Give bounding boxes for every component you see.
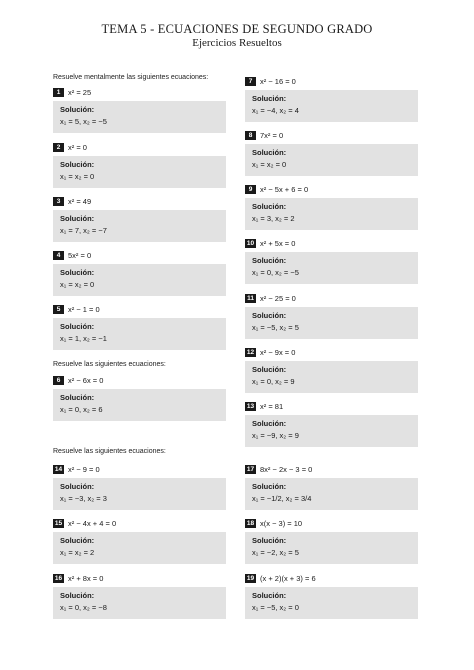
solution-box — [245, 532, 418, 564]
solution-label: Solución: — [60, 591, 95, 600]
exercise-12 — [245, 346, 418, 393]
solution-label: Solución: — [252, 536, 287, 545]
exercise-11 — [245, 292, 418, 339]
exercise-number: 5 — [53, 305, 64, 314]
solution-box — [53, 101, 226, 133]
solution-label: Solución: — [60, 160, 95, 169]
equation: x² − 4x + 4 = 0 — [68, 518, 117, 528]
solution-value: x₁ = 5, x₂ = −5 — [60, 117, 107, 126]
section-heading-solve: Resuelve las siguientes ecuaciones: — [53, 361, 166, 368]
section-heading-solve-2: Resuelve las siguientes ecuaciones: — [53, 448, 166, 455]
exercise-10 — [245, 237, 418, 284]
solution-label: Solución: — [252, 591, 287, 600]
solution-label: Solución: — [60, 393, 95, 402]
exercise-number: 11 — [245, 294, 256, 303]
equation: x² = 49 — [68, 196, 92, 206]
solution-value: x₁ = x₂ = 0 — [252, 160, 287, 169]
equation: x² + 8x = 0 — [68, 573, 104, 583]
exercise-number: 9 — [245, 185, 256, 194]
solution-box — [245, 307, 418, 339]
exercise-14 — [53, 463, 226, 510]
exercise-number: 16 — [54, 574, 63, 582]
solution-box — [245, 361, 418, 393]
solution-label: Solución: — [60, 322, 95, 331]
equation: x² = 0 — [68, 142, 87, 152]
solution-box — [53, 389, 226, 421]
exercise-15 — [53, 517, 226, 564]
exercise-number: 2 — [53, 143, 64, 152]
solution-value: x₁ = x₂ = 0 — [60, 172, 95, 181]
section-heading-mental: Resuelve mentalmente las siguientes ecuaciones: — [53, 74, 209, 81]
exercise-13 — [245, 400, 418, 447]
exercise-number: 13 — [246, 402, 255, 410]
solution-label: Solución: — [252, 94, 287, 103]
exercise-number: 10 — [246, 239, 255, 247]
equation: x² − 9 = 0 — [68, 464, 100, 474]
exercise-17 — [245, 463, 418, 510]
solution-label: Solución: — [60, 268, 95, 277]
equation: x² − 9x = 0 — [260, 347, 296, 357]
solution-value: x₁ = x₂ = 0 — [60, 280, 95, 289]
equation: x² − 1 = 0 — [68, 304, 100, 314]
exercise-number: 8 — [245, 131, 256, 140]
solution-label: Solución: — [60, 105, 95, 114]
solution-value: x₁ = 1, x₂ = −1 — [60, 334, 107, 343]
exercise-7 — [245, 75, 418, 122]
solution-box — [53, 478, 226, 510]
exercise-6 — [53, 374, 226, 421]
exercise-number: 7 — [245, 77, 256, 86]
equation: x² − 5x + 6 = 0 — [260, 184, 309, 194]
equation: 7x² = 0 — [260, 130, 284, 140]
solution-value: x₁ = −5, x₂ = 5 — [252, 323, 299, 332]
solution-box — [53, 264, 226, 296]
solution-value: x₁ = −3, x₂ = 3 — [60, 494, 107, 503]
equation: x² − 6x = 0 — [68, 375, 104, 385]
solution-label: Solución: — [252, 148, 287, 157]
solution-box — [245, 144, 418, 176]
exercise-number: 1 — [53, 88, 64, 97]
equation: x² + 5x = 0 — [260, 238, 296, 248]
solution-label: Solución: — [252, 482, 287, 491]
solution-box — [53, 210, 226, 242]
solution-value: x₁ = 0, x₂ = 6 — [60, 405, 103, 414]
exercise-19 — [245, 572, 418, 619]
solution-value: x₁ = −9, x₂ = 9 — [252, 431, 299, 440]
solution-value: x₁ = x₂ = 2 — [60, 548, 95, 557]
solution-box — [245, 478, 418, 510]
exercise-number: 14 — [54, 465, 63, 473]
solution-value: x₁ = −1/2, x₂ = 3/4 — [252, 494, 312, 503]
exercise-8 — [245, 129, 418, 176]
solution-value: x₁ = 0, x₂ = 9 — [252, 377, 295, 386]
solution-box — [245, 415, 418, 447]
exercise-3 — [53, 195, 226, 242]
exercise-number: 15 — [54, 519, 63, 527]
solution-label: Solución: — [60, 536, 95, 545]
exercise-number: 18 — [246, 519, 255, 527]
solution-value: x₁ = 0, x₂ = −8 — [60, 603, 107, 612]
solution-box — [245, 198, 418, 230]
solution-label: Solución: — [252, 202, 287, 211]
page-header — [0, 22, 474, 50]
solution-label: Solución: — [252, 365, 287, 374]
exercise-number: 4 — [53, 251, 64, 260]
solution-box — [53, 156, 226, 188]
exercise-9 — [245, 183, 418, 230]
solution-label: Solución: — [252, 256, 287, 265]
exercise-5 — [53, 303, 226, 350]
solution-label: Solución: — [60, 482, 95, 491]
exercise-16 — [53, 572, 226, 619]
equation: x² = 81 — [260, 401, 284, 411]
solution-value: x₁ = 7, x₂ = −7 — [60, 226, 107, 235]
solution-value: x₁ = −4, x₂ = 4 — [252, 106, 299, 115]
solution-box — [245, 587, 418, 619]
exercise-2 — [53, 141, 226, 188]
solution-box — [53, 532, 226, 564]
solution-box — [53, 587, 226, 619]
solution-label: Solución: — [252, 311, 287, 320]
exercise-1 — [53, 86, 226, 133]
exercise-number: 17 — [246, 465, 255, 473]
exercise-number: 12 — [246, 348, 255, 356]
solution-value: x₁ = −5, x₂ = 0 — [252, 603, 299, 612]
solution-label: Solución: — [252, 419, 287, 428]
exercise-4 — [53, 249, 226, 296]
equation: (x + 2)(x + 3) = 6 — [260, 573, 316, 583]
solution-label: Solución: — [60, 214, 95, 223]
solution-value: x₁ = −2, x₂ = 5 — [252, 548, 299, 557]
page-title: TEMA 5 - ECUACIONES DE SEGUNDO GRADO — [101, 22, 373, 36]
equation: x² = 25 — [68, 87, 92, 97]
page-subtitle: Ejercicios Resueltos — [192, 37, 282, 49]
equation: x(x − 3) = 10 — [260, 518, 303, 528]
exercise-number: 3 — [53, 197, 64, 206]
exercise-number: 6 — [53, 376, 64, 385]
equation: x² − 25 = 0 — [260, 293, 296, 303]
solution-value: x₁ = 0, x₂ = −5 — [252, 268, 299, 277]
equation: 5x² = 0 — [68, 250, 92, 260]
solution-value: x₁ = 3, x₂ = 2 — [252, 214, 295, 223]
solution-box — [53, 318, 226, 350]
exercise-18 — [245, 517, 418, 564]
solution-box — [245, 252, 418, 284]
solution-box — [245, 90, 418, 122]
exercise-number: 19 — [246, 574, 255, 582]
equation: x² − 16 = 0 — [260, 76, 296, 86]
equation: 8x² − 2x − 3 = 0 — [260, 464, 313, 474]
